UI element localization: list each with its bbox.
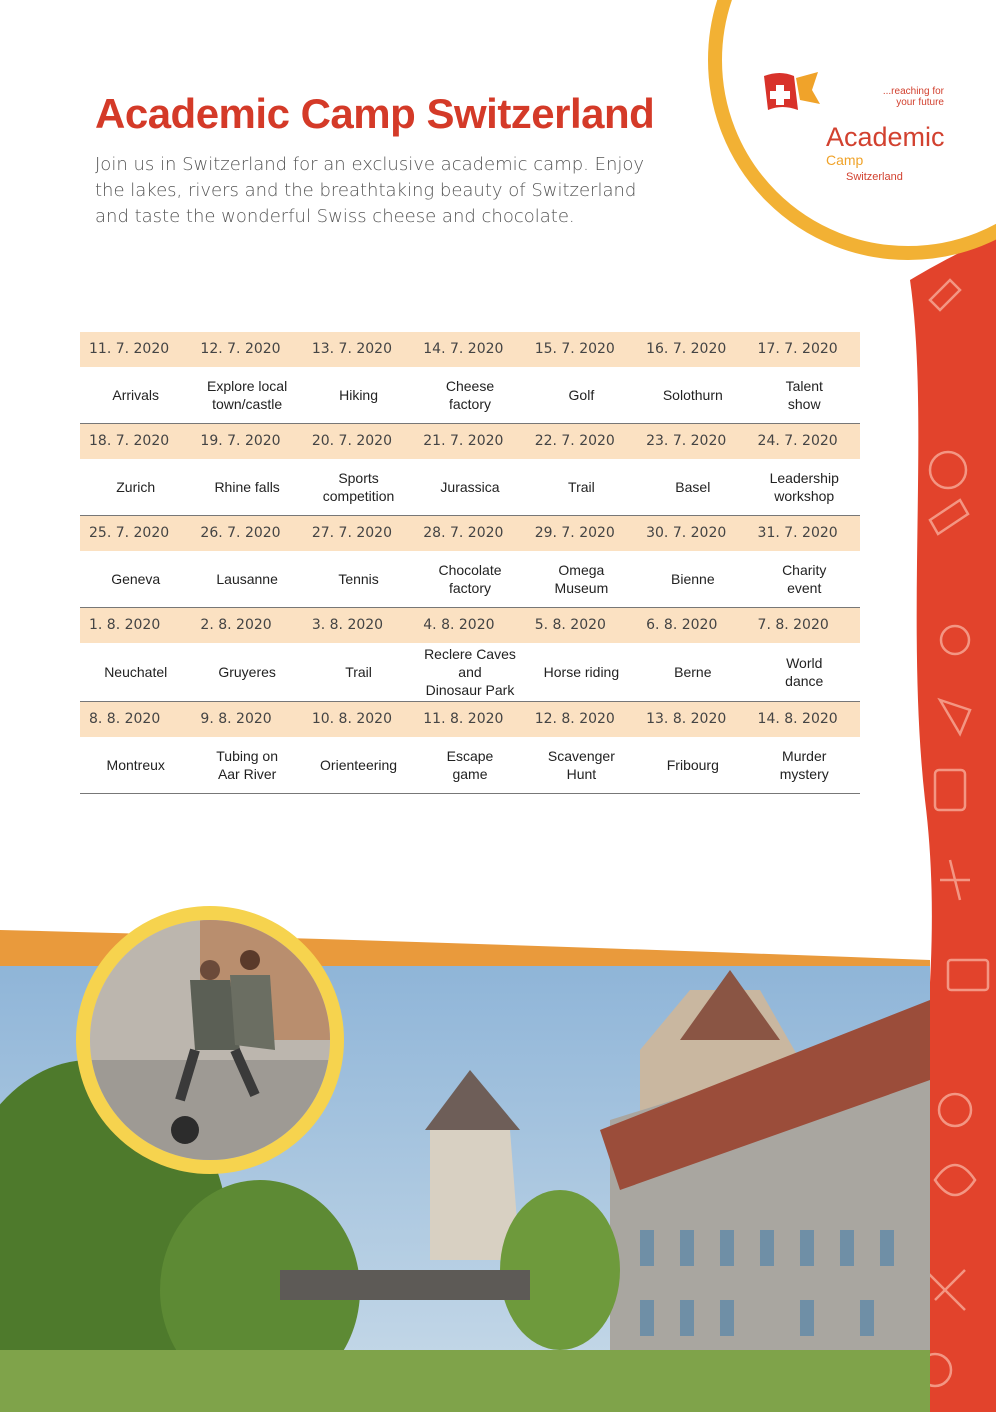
date-row [80, 516, 860, 551]
activity-cell: Talent show [785, 378, 823, 412]
activity-cell: Neuchatel [104, 664, 168, 680]
date-cell: 3. 8. 2020 [311, 617, 384, 633]
activity-cell: Montreux [106, 757, 165, 773]
activity-cell: Arrivals [112, 387, 160, 403]
activity-cell: Basel [675, 479, 711, 495]
activity-row [80, 643, 860, 701]
date-cell: 20. 7. 2020 [311, 433, 392, 449]
activity-cell: World dance [785, 655, 824, 689]
date-cell: 18. 7. 2020 [89, 433, 170, 449]
activity-cell: Escape game [446, 748, 494, 782]
schedule-table [80, 332, 860, 794]
date-cell: 13. 8. 2020 [646, 711, 727, 727]
swiss-flag-icon [760, 70, 822, 116]
activity-cell: Solothurn [662, 387, 723, 403]
date-cell: 11. 8. 2020 [423, 711, 504, 727]
activity-cell: Charity event [782, 562, 827, 596]
date-cell: 1. 8. 2020 [89, 617, 161, 633]
activity-cell: Explore local town/castle [207, 378, 288, 412]
schedule-week [80, 702, 860, 794]
activity-cell: Chocolate factory [438, 562, 502, 596]
logo [760, 64, 950, 194]
date-cell: 31. 7. 2020 [757, 525, 838, 541]
date-cell: 29. 7. 2020 [534, 525, 615, 541]
date-cell: 24. 7. 2020 [757, 433, 838, 449]
date-cell: 12. 8. 2020 [534, 711, 615, 727]
date-cell: 13. 7. 2020 [311, 341, 392, 357]
date-cell: 5. 8. 2020 [534, 617, 606, 633]
logo-brand-switzerland: Switzerland [846, 171, 903, 183]
activity-cell: Omega Museum [554, 562, 609, 596]
activity-cell: Cheese factory [445, 378, 495, 412]
date-cell: 22. 7. 2020 [534, 433, 615, 449]
activity-cell: Bienne [671, 571, 715, 587]
date-cell: 30. 7. 2020 [646, 525, 727, 541]
date-row [80, 702, 860, 737]
activity-cell: Scavenger Hunt [547, 748, 615, 782]
logo-tagline: ...reaching for your future [882, 86, 944, 108]
date-cell: 14. 7. 2020 [423, 341, 504, 357]
activity-cell: Orienteering [320, 757, 398, 773]
date-cell: 19. 7. 2020 [200, 433, 281, 449]
activity-cell: Trail [568, 479, 595, 495]
activity-row [80, 551, 860, 607]
activity-cell: Rhine falls [214, 479, 280, 495]
date-cell: 25. 7. 2020 [89, 525, 170, 541]
activity-cell: Murder mystery [779, 748, 829, 782]
date-cell: 6. 8. 2020 [646, 617, 718, 633]
activity-cell: Leadership workshop [769, 470, 839, 504]
activity-cell: Lausanne [216, 571, 278, 587]
date-cell: 14. 8. 2020 [757, 711, 838, 727]
activity-cell: Jurassica [440, 479, 500, 495]
date-cell: 10. 8. 2020 [311, 711, 392, 727]
date-cell: 7. 8. 2020 [757, 617, 829, 633]
date-cell: 27. 7. 2020 [311, 525, 392, 541]
date-cell: 23. 7. 2020 [646, 433, 727, 449]
activity-cell: Sports competition [322, 470, 395, 504]
date-cell: 28. 7. 2020 [423, 525, 504, 541]
intro-text: Join us in Switzerland for an exclusive academic camp. Enjoy the lakes, rivers and the breathtaking beauty of Switzerland and taste the wonderful Swiss cheese and chocolate. [95, 154, 645, 227]
date-cell: 2. 8. 2020 [200, 617, 272, 633]
date-cell: 11. 7. 2020 [89, 341, 170, 357]
schedule-week [80, 608, 860, 702]
activity-cell: Gruyeres [218, 664, 276, 680]
date-cell: 4. 8. 2020 [423, 617, 495, 633]
logo-brand-camp: Camp [826, 152, 864, 168]
students-photo [76, 906, 344, 1174]
activity-cell: Tubing on Aar River [216, 748, 278, 782]
activity-row [80, 367, 860, 423]
date-cell: 17. 7. 2020 [757, 341, 838, 357]
activity-row [80, 737, 860, 793]
date-row [80, 608, 860, 643]
activity-cell: Reclere Caves and Dinosaur Park [424, 646, 516, 698]
activity-cell: Fribourg [666, 757, 719, 773]
date-cell: 15. 7. 2020 [534, 341, 615, 357]
activity-cell: Zurich [116, 479, 156, 495]
date-cell: 26. 7. 2020 [200, 525, 281, 541]
schedule-week [80, 424, 860, 516]
activity-cell: Horse riding [543, 664, 620, 680]
date-cell: 12. 7. 2020 [200, 341, 281, 357]
date-cell: 9. 8. 2020 [200, 711, 272, 727]
date-row [80, 332, 860, 367]
activity-cell: Golf [568, 387, 595, 403]
logo-brand-academic: Academic [826, 122, 945, 152]
activity-cell: Hiking [339, 387, 378, 403]
date-cell: 21. 7. 2020 [423, 433, 504, 449]
date-row [80, 424, 860, 459]
date-cell: 16. 7. 2020 [646, 341, 727, 357]
activity-cell: Berne [674, 664, 712, 680]
schedule-week [80, 332, 860, 424]
activity-cell: Trail [345, 664, 372, 680]
schedule-week [80, 516, 860, 608]
activity-cell: Tennis [338, 571, 379, 587]
activity-row [80, 459, 860, 515]
date-cell: 8. 8. 2020 [89, 711, 161, 727]
page-title: Academic Camp Switzerland [95, 90, 655, 137]
activity-cell: Geneva [111, 571, 161, 587]
